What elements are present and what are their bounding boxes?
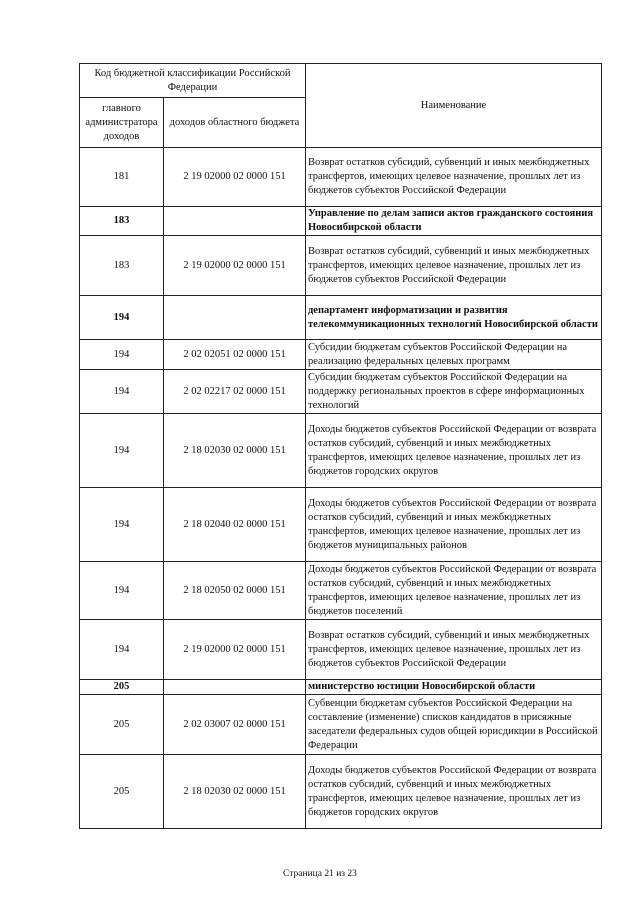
income-code-cell: 2 02 02051 02 0000 151 [164,340,306,370]
admin-code-cell: 183 [80,207,164,236]
table-row [80,620,602,680]
table-row [80,755,602,829]
name-cell: Субсидии бюджетам субъектов Российской Федерации на реализацию федеральных целевых программ [306,340,602,370]
table-row [80,414,602,488]
admin-code-cell: 194 [80,296,164,340]
income-code-cell [164,680,306,695]
admin-code-cell: 205 [80,755,164,829]
name-cell: Возврат остатков субсидий, субвенций и иных межбюджетных трансфертов, имеющих целевое назначение, прошлых лет из бюджетов субъектов Российской Федерации [306,620,602,680]
name-cell: Доходы бюджетов субъектов Российской Федерации от возврата остатков субсидий, субвенций и иных межбюджетных трансфертов, имеющих целевое назначение, прошлых лет из бюджетов муниципальных районов [306,488,602,562]
income-code-cell: 2 18 02030 02 0000 151 [164,414,306,488]
income-code-cell: 2 19 02000 02 0000 151 [164,620,306,680]
admin-code-cell: 181 [80,148,164,207]
budget-classification-table [79,63,602,829]
admin-code-cell: 194 [80,370,164,414]
admin-code-cell: 194 [80,562,164,620]
income-code-cell: 2 18 02030 02 0000 151 [164,755,306,829]
income-code-cell [164,207,306,236]
name-cell: Возврат остатков субсидий, субвенций и иных межбюджетных трансфертов, имеющих целевое назначение, прошлых лет из бюджетов субъектов Российской Федерации [306,148,602,207]
name-cell: Субвенции бюджетам субъектов Российской Федерации на составление (изменение) списков кандидатов в присяжные заседатели федеральных судов общей юрисдикции в Российской Федерации [306,695,602,755]
table-body [80,148,602,829]
name-cell: министерство юстиции Новосибирской области [306,680,602,695]
admin-code-cell: 205 [80,680,164,695]
table-row [80,207,602,236]
header-code-group: Код бюджетной классификации Российской Федерации [80,64,306,98]
table-row [80,236,602,296]
admin-code-cell: 183 [80,236,164,296]
table-row [80,148,602,207]
name-cell: Управление по делам записи актов гражданского состояния Новосибирской области [306,207,602,236]
table-row [80,340,602,370]
table-row [80,296,602,340]
name-cell: Доходы бюджетов субъектов Российской Федерации от возврата остатков субсидий, субвенций и иных межбюджетных трансфертов, имеющих целевое назначение, прошлых лет из бюджетов городских округов [306,414,602,488]
table-row [80,680,602,695]
admin-code-cell: 194 [80,620,164,680]
income-code-cell: 2 19 02000 02 0000 151 [164,148,306,207]
name-cell: Доходы бюджетов субъектов Российской Федерации от возврата остатков субсидий, субвенций и иных межбюджетных трансфертов, имеющих целевое назначение, прошлых лет из бюджетов поселений [306,562,602,620]
table-row [80,562,602,620]
income-code-cell: 2 02 02217 02 0000 151 [164,370,306,414]
admin-code-cell: 205 [80,695,164,755]
income-code-cell: 2 18 02040 02 0000 151 [164,488,306,562]
income-code-cell: 2 02 03007 02 0000 151 [164,695,306,755]
admin-code-cell: 194 [80,340,164,370]
admin-code-cell: 194 [80,488,164,562]
header-name: Наименование [306,64,602,148]
name-cell: департамент информатизации и развития телекоммуникационных технологий Новосибирской области [306,296,602,340]
income-code-cell [164,296,306,340]
header-admin-code: главного администратора доходов [80,98,164,148]
income-code-cell: 2 18 02050 02 0000 151 [164,562,306,620]
table-row [80,370,602,414]
name-cell: Доходы бюджетов субъектов Российской Федерации от возврата остатков субсидий, субвенций и иных межбюджетных трансфертов, имеющих целевое назначение, прошлых лет из бюджетов городских округов [306,755,602,829]
income-code-cell: 2 19 02000 02 0000 151 [164,236,306,296]
admin-code-cell: 194 [80,414,164,488]
page-number: Страница 21 из 23 [283,869,357,879]
table-row [80,695,602,755]
name-cell: Возврат остатков субсидий, субвенций и иных межбюджетных трансфертов, имеющих целевое назначение, прошлых лет из бюджетов субъектов Российской Федерации [306,236,602,296]
header-income-code: доходов областного бюджета [164,98,306,148]
name-cell: Субсидии бюджетам субъектов Российской Федерации на поддержку региональных проектов в сфере информационных технологий [306,370,602,414]
table-row [80,488,602,562]
